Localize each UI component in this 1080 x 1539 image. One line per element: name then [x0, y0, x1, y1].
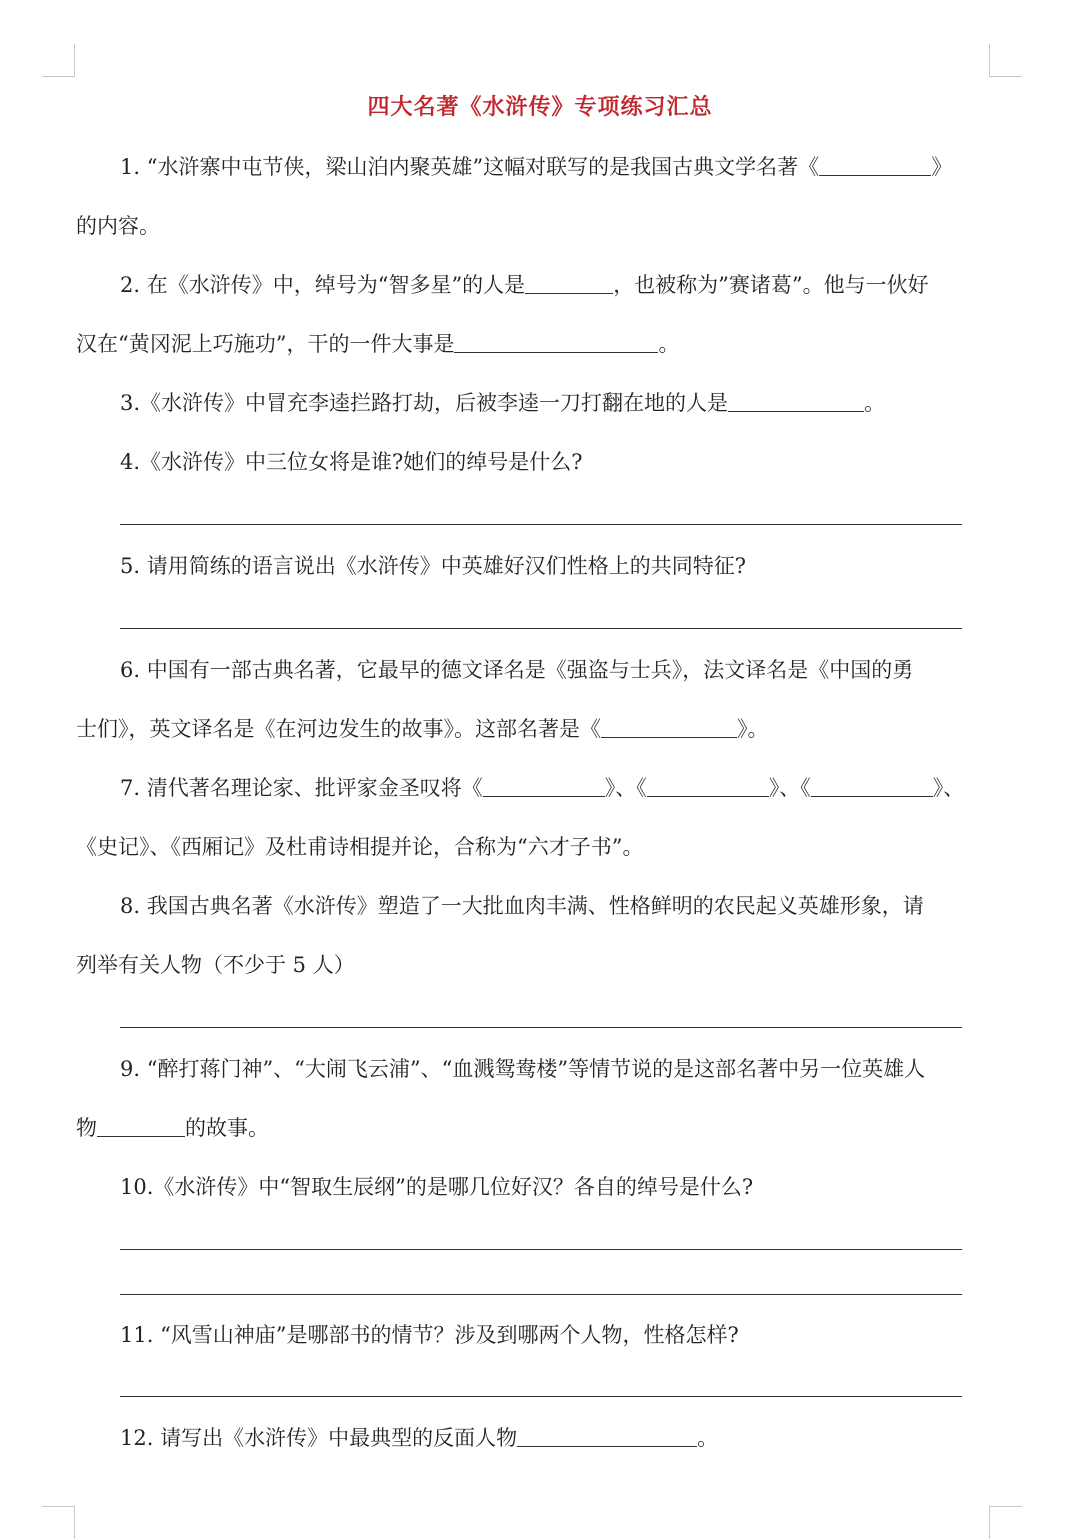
- question-text: 》、《: [768, 776, 811, 800]
- question-10: 10.《水浒传》中“智取生辰纲”的是哪几位好汉？各自的绰号是什么?: [120, 1175, 754, 1199]
- question-8-continued: 列举有关人物（不少于 5 人）: [76, 953, 355, 977]
- question-5: 5. 请用简练的语言说出《水浒传》中英雄好汉们性格上的共同特征?: [120, 554, 746, 578]
- page-corner-mark: [42, 1506, 75, 1539]
- question-11: 11. “风雪山神庙”是哪部书的情节？涉及到哪两个人物，性格怎样?: [120, 1323, 739, 1347]
- answer-blank[interactable]: [517, 1424, 697, 1447]
- answer-blank[interactable]: [454, 330, 658, 353]
- question-text: 7. 清代著名理论家、批评家金圣叹将《: [120, 776, 483, 800]
- page-corner-mark: [989, 44, 1022, 77]
- question-text: 。: [658, 332, 680, 356]
- question-7-continued: 《史记》、《西厢记》及杜甫诗相提并论，合称为“六才子书”。: [76, 835, 644, 859]
- question-9: 9. “醉打蒋门神”、“大闹飞云浦”、“血溅鸳鸯楼”等情节说的是这部名著中另一位英雄人: [120, 1057, 926, 1081]
- answer-line[interactable]: [120, 1396, 962, 1397]
- answer-line[interactable]: [120, 628, 962, 629]
- question-6-continued: [76, 714, 988, 744]
- question-text: 物: [76, 1116, 97, 1140]
- question-text: 的故事。: [185, 1116, 269, 1140]
- question-8: 8. 我国古典名著《水浒传》塑造了一大批血肉丰满、性格鲜明的农民起义英雄形象，请: [120, 894, 924, 918]
- question-2-continued: [76, 329, 988, 359]
- page-title: 四大名著《水浒传》专项练习汇总: [367, 95, 713, 120]
- answer-blank[interactable]: [819, 153, 931, 176]
- question-text: 。: [864, 391, 886, 415]
- answer-blank[interactable]: [647, 774, 769, 797]
- answer-blank[interactable]: [601, 715, 737, 738]
- answer-blank[interactable]: [728, 389, 864, 412]
- question-3: [120, 388, 988, 418]
- question-4: 4.《水浒传》中三位女将是谁?她们的绰号是什么?: [120, 450, 583, 474]
- question-9-continued: [76, 1113, 988, 1143]
- answer-blank[interactable]: [811, 774, 933, 797]
- page-corner-mark: [42, 44, 75, 77]
- question-6: 6. 中国有一部古典名著，它最早的德文译名是《强盗与士兵》，法文译名是《中国的勇: [120, 658, 914, 682]
- question-text: 3.《水浒传》中冒充李逵拦路打劫，后被李逵一刀打翻在地的人是: [120, 391, 729, 415]
- question-7: [120, 773, 988, 803]
- question-text: 。: [697, 1426, 719, 1450]
- question-text: 士们》，英文译名是《在河边发生的故事》。这部名著是《: [76, 717, 601, 741]
- page-corner-mark: [989, 1506, 1022, 1539]
- question-text: 1. “水浒寨中屯节侠，梁山泊内聚英雄”这幅对联写的是我国古典文学名著《: [120, 155, 820, 179]
- question-text: 》、《: [604, 776, 647, 800]
- question-text: 》、: [932, 776, 965, 800]
- question-12: [120, 1423, 988, 1453]
- question-text: ，也被称为”赛诸葛”。他与一伙好: [613, 273, 929, 297]
- question-text: 汉在“黄冈泥上巧施功”，干的一件大事是: [76, 332, 455, 356]
- question-text: 》: [931, 155, 953, 179]
- answer-line[interactable]: [120, 1294, 962, 1295]
- question-text: 2. 在《水浒传》中，绰号为“智多星”的人是: [120, 273, 526, 297]
- answer-blank[interactable]: [525, 271, 613, 294]
- answer-line[interactable]: [120, 524, 962, 525]
- question-2: [120, 270, 988, 300]
- answer-line[interactable]: [120, 1027, 962, 1028]
- answer-blank[interactable]: [97, 1114, 185, 1137]
- question-text: 》。: [737, 717, 769, 741]
- question-1: [120, 152, 988, 182]
- answer-blank[interactable]: [483, 774, 605, 797]
- question-text: 12. 请写出《水浒传》中最典型的反面人物: [120, 1426, 518, 1450]
- question-1-continued: 的内容。: [76, 214, 160, 238]
- answer-line[interactable]: [120, 1249, 962, 1250]
